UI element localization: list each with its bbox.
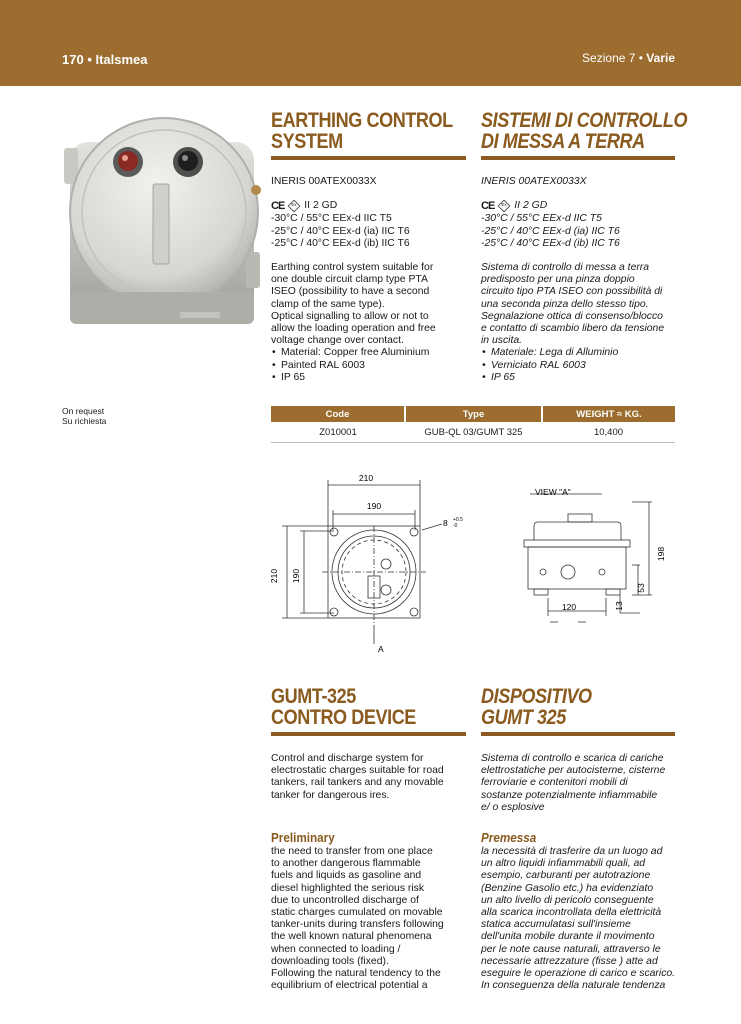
pre-line: esempio, carburanti per autotrazione	[481, 870, 651, 882]
ex-mark-icon	[498, 200, 511, 213]
cell-code: Z010001	[271, 422, 405, 443]
pre-line: equilibrium of electrical potential a	[271, 980, 428, 992]
desc-line: elettrostatiche per autocisterne, cisterne	[481, 765, 666, 777]
technical-drawing	[262, 468, 682, 658]
tol-upper: +0.5	[453, 517, 463, 523]
cell-weight: 10,400	[542, 422, 675, 443]
pre-line: eseguire le operazione di carico e scarico.	[481, 968, 676, 980]
earthing-rule-en	[271, 156, 466, 160]
earthing-title-it-line2: DI MESSA A TERRA	[481, 130, 645, 153]
pre-line: due to uncontrolled discharge of	[271, 894, 419, 906]
earthing-title-en	[271, 110, 453, 152]
gumt-title-en-line1: GUMT-325	[271, 685, 356, 708]
page-number-brand: 170 • Italsmea	[62, 52, 148, 67]
earthing-text-en	[271, 176, 471, 384]
pre-line: diesel highlighted the serious risk	[271, 882, 425, 894]
pre-line: alla scarica incontrollata della elettricità	[481, 907, 662, 919]
feature-item: • Materiale: Lega di Alluminio	[481, 347, 681, 359]
pre-line: static charges cumulated on movable	[271, 907, 443, 919]
col-code: Code	[271, 406, 405, 422]
gumt-title-en-line2: CONTRO DEVICE	[271, 706, 416, 729]
pre-line: fuels and liquids as gasoline and	[271, 870, 422, 882]
gumt-title-it	[481, 686, 592, 728]
pre-line: statica accumulatasi sull'insieme	[481, 919, 631, 931]
dim-210-top: 210	[358, 473, 374, 483]
dim-190-side: 190	[291, 568, 301, 584]
rating-line: -25°C / 40°C EEx-d (ib) IIC T6	[481, 237, 620, 249]
desc-line: voltage change over contact.	[271, 335, 404, 347]
pre-line: necessarie attrezzature (fisse ) atte ad	[481, 955, 658, 967]
pre-line: the well known natural phenomena	[271, 931, 432, 943]
section-number: Sezione 7	[582, 51, 636, 65]
atex-marking-it: II 2 GD	[514, 200, 548, 212]
desc-line: predisposto per una pinza doppio	[481, 274, 635, 286]
desc-line: circuito tipo PTA ISEO con possibilità di	[481, 286, 663, 298]
pre-line: un alto livello di pericolo conseguente	[481, 894, 654, 906]
gumt-title-it-line2: GUMT 325	[481, 706, 566, 729]
desc-line: Earthing control system suitable for	[271, 262, 434, 274]
pre-line: per le note cause naturali, attraverso le	[481, 943, 661, 955]
earthing-title-en-line2: SYSTEM	[271, 130, 343, 153]
rating-line: -30°C / 55°C EEx-d IIC T5	[271, 213, 392, 225]
desc-line: ISEO (possibility to have a second	[271, 286, 430, 298]
earthing-text-it	[481, 176, 681, 384]
table-header-row	[271, 406, 675, 422]
pre-line: when connected to loading /	[271, 943, 401, 955]
premessa-heading: Premessa	[481, 830, 537, 845]
cell-type: GUB-QL 03/GUMT 325	[405, 422, 542, 443]
desc-line: una seconda pinza dello stesso tipo.	[481, 298, 649, 310]
front-view	[282, 480, 442, 644]
spec-table	[271, 406, 675, 443]
pre-line: the need to transfer from one place	[271, 846, 433, 857]
feature-item: • Material: Copper free Aluminium	[271, 347, 471, 359]
gumt-title-it-line1: DISPOSITIVO	[481, 685, 592, 708]
side-note-en: On request	[62, 406, 105, 416]
features-list-it	[481, 347, 681, 384]
desc-line: tankers, rail tankers and any movable	[271, 777, 444, 789]
cert-code-en: INERIS 00ATEX0033X	[271, 176, 377, 187]
pre-line: downloading tools (fixed).	[271, 955, 389, 967]
gumt-desc-it	[481, 753, 686, 814]
dim-198: 198	[656, 546, 666, 562]
dim-hole: 8	[443, 518, 448, 528]
earthing-title-it-line1: SISTEMI DI CONTROLLO	[481, 109, 688, 132]
section-label: Sezione 7 • Varie	[582, 51, 675, 65]
feature-item: • IP 65	[271, 372, 471, 384]
desc-line: e contatto di scambio libero da tensione	[481, 323, 665, 335]
desc-line: e/ o esplosive	[481, 801, 545, 813]
feature-item: • Painted RAL 6003	[271, 360, 471, 372]
feature-item: • Verniciato RAL 6003	[481, 360, 681, 372]
table-row	[271, 422, 675, 443]
gumt-desc-en	[271, 753, 476, 802]
col-weight: WEIGHT ≈ KG.	[542, 406, 675, 422]
earthing-title-it	[481, 110, 687, 152]
desc-line: ferroviarie e contenitori mobili di	[481, 777, 628, 789]
preliminary-text-en	[271, 846, 476, 992]
dim-120: 120	[561, 602, 577, 612]
rating-line: -25°C / 40°C EEx-d (ib) IIC T6	[271, 237, 410, 249]
desc-line: Optical signalling to allow or not to	[271, 310, 429, 322]
pre-line: Following the natural tendency to the	[271, 968, 441, 980]
dim-210-side: 210	[269, 568, 279, 584]
section-name: Varie	[646, 51, 675, 65]
pre-line: dell'unita mobile durante il movimento	[481, 931, 655, 943]
desc-line: one double circuit clamp type PTA	[271, 274, 428, 286]
pre-line: In conseguenza della naturale tendenza	[481, 980, 666, 992]
page-header	[0, 0, 741, 86]
cert-code-it: INERIS 00ATEX0033X	[481, 176, 587, 187]
gumt-rule-it	[481, 732, 675, 736]
atex-marking-en: II 2 GD	[304, 200, 338, 212]
ce-mark-icon: CE	[481, 200, 495, 213]
desc-line: tanker for dangerous ires.	[271, 789, 390, 801]
desc-line: sostanze potenzialmente infiammabile	[481, 789, 658, 801]
desc-line: Control and discharge system for	[271, 753, 424, 764]
side-note	[62, 406, 106, 426]
rating-line: -25°C / 40°C EEx-d (ia) IIC T6	[271, 225, 410, 237]
feature-item: • IP 65	[481, 372, 681, 384]
desc-line: in uscita.	[481, 335, 523, 347]
desc-line: electrostatic charges suitable for road	[271, 765, 444, 777]
preliminary-heading: Preliminary	[271, 830, 335, 845]
side-note-it: Su richiesta	[62, 416, 107, 426]
view-label: VIEW "A"	[535, 487, 571, 497]
ce-mark-icon: CE	[271, 200, 285, 213]
arrow-label-a: A	[378, 644, 384, 654]
desc-line: Sistema di controllo e scarica di cariche	[481, 753, 664, 764]
brand-name: Italsmea	[95, 52, 148, 67]
ex-mark-text: Ex	[501, 203, 508, 208]
gumt-rule-en	[271, 732, 466, 736]
rating-line: -25°C / 40°C EEx-d (ia) IIC T6	[481, 225, 620, 237]
dim-13: 13	[614, 601, 624, 611]
desc-line: Sistema di controllo di messa a terra	[481, 262, 650, 274]
features-list-en	[271, 347, 471, 384]
ex-mark-text: Ex	[291, 203, 298, 208]
col-type: Type	[405, 406, 542, 422]
desc-line: clamp of the same type).	[271, 298, 385, 310]
ex-mark-icon	[288, 200, 301, 213]
pre-line: un altro liquidi infiammabili quali, ad	[481, 858, 646, 870]
pre-line: tanker-units during transfers following	[271, 919, 444, 931]
dim-190-top: 190	[366, 501, 382, 511]
rating-line: -30°C / 55°C EEx-d IIC T5	[481, 213, 602, 225]
premessa-text-it	[481, 846, 691, 992]
page-number: 170	[62, 52, 84, 67]
gumt-title-en	[271, 686, 416, 728]
pre-line: to another dangerous flammable	[271, 858, 421, 870]
desc-line: allow the loading operation and free	[271, 323, 436, 335]
dim-53: 53	[636, 583, 646, 593]
product-photo	[60, 112, 264, 330]
tol-lower: -0	[453, 523, 458, 529]
pre-line: (Benzine Gasolio etc.) ha evidenziato	[481, 882, 654, 894]
desc-line: Segnalazione ottica di consenso/blocco	[481, 310, 663, 322]
earthing-rule-it	[481, 156, 675, 160]
earthing-title-en-line1: EARTHING CONTROL	[271, 109, 453, 132]
pre-line: la necessità di trasferire da un luogo ad	[481, 846, 663, 857]
side-view	[524, 494, 652, 622]
